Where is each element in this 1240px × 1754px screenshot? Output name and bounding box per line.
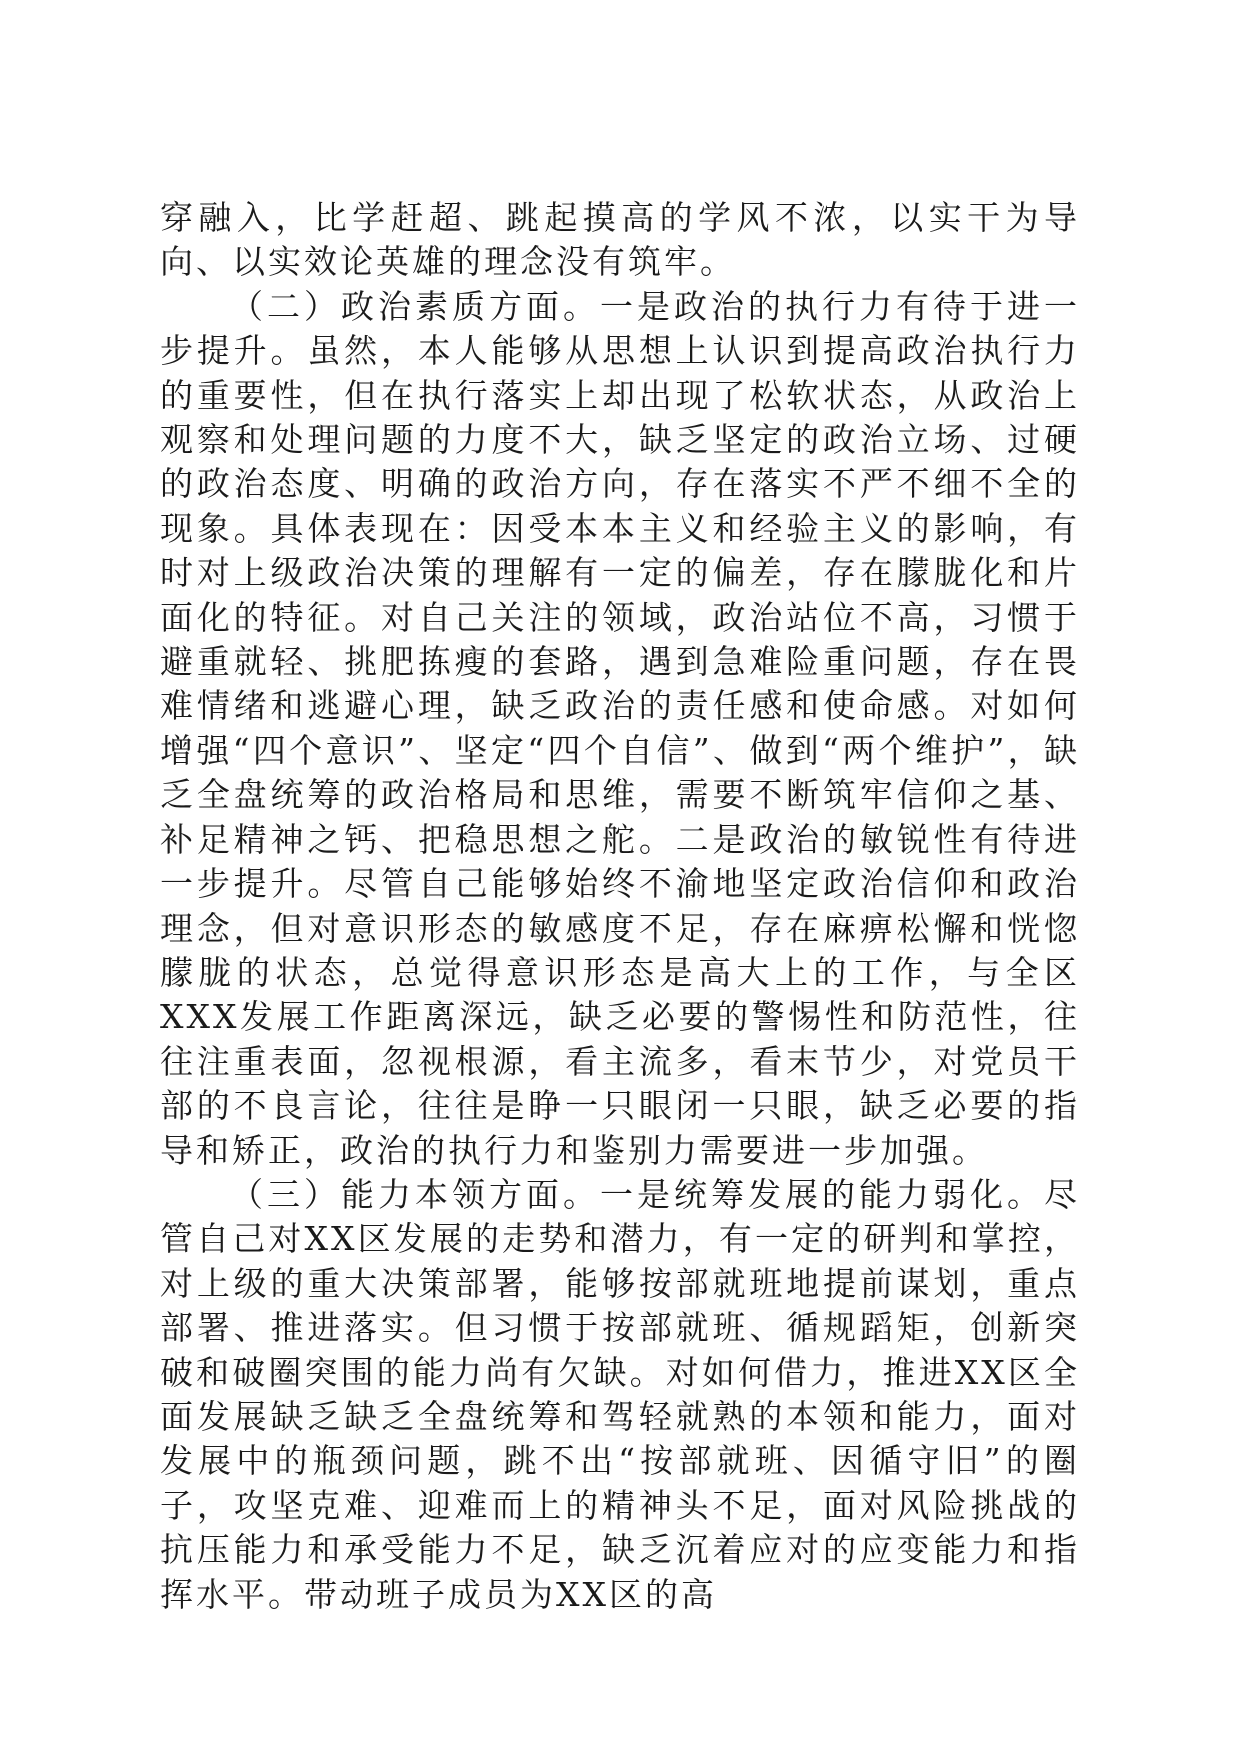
document-body	[160, 196, 1080, 1617]
paragraph-political-quality: （二）政治素质方面。一是政治的执行力有待于进一步提升。虽然，本人能够从思想上认识到提高政治执行力的重要性，但在执行落实上却出现了松软状态，从政治上观察和处理问题的力度不大，缺乏坚定的政治立场、过硬的政治态度、明确的政治方向，存在落实不严不细不全的现象。具体表现在：因受本本主义和经验主义的影响，有时对上级政治决策的理解有一定的偏差，存在朦胧化和片面化的特征。对自己关注的领域，政治站位不高，习惯于避重就轻、挑肥拣瘦的套路，遇到急难险重问题，存在畏难情绪和逃避心理，缺乏政治的责任感和使命感。对如何增强“四个意识”、坚定“四个自信”、做到“两个维护”，缺乏全盘统筹的政治格局和思维，需要不断筑牢信仰之基、补足精神之钙、把稳思想之舵。二是政治的敏锐性有待进一步提升。尽管自己能够始终不渝地坚定政治信仰和政治理念，但对意识形态的敏感度不足，存在麻痹松懈和恍惚朦胧的状态，总觉得意识形态是高大上的工作，与全区XXX发展工作距离深远，缺乏必要的警惕性和防范性，往往注重表面，忽视根源，看主流多，看末节少，对党员干部的不良言论，往往是睁一只眼闭一只眼，缺乏必要的指导和矫正，政治的执行力和鉴别力需要进一步加强。	[160, 286, 1080, 1170]
paragraph-ability: （三）能力本领方面。一是统筹发展的能力弱化。尽管自己对XX区发展的走势和潜力，有一定的研判和掌控，对上级的重大决策部署，能够按部就班地提前谋划，重点部署、推进落实。但习惯于按部就班、循规蹈矩，创新突破和破圈突围的能力尚有欠缺。对如何借力，推进XX区全面发展缺乏缺乏全盘统筹和驾轻就熟的本领和能力，面对发展中的瓶颈问题，跳不出“按部就班、因循守旧”的圈子，攻坚克难、迎难而上的精神头不足，面对风险挑战的抗压能力和承受能力不足，缺乏沉着应对的应变能力和指挥水平。带动班子成员为XX区的高	[160, 1174, 1080, 1614]
paragraph-continuation: 穿融入，比学赶超、跳起摸高的学风不浓，以实干为导向、以实效论英雄的理念没有筑牢。	[160, 198, 1080, 282]
